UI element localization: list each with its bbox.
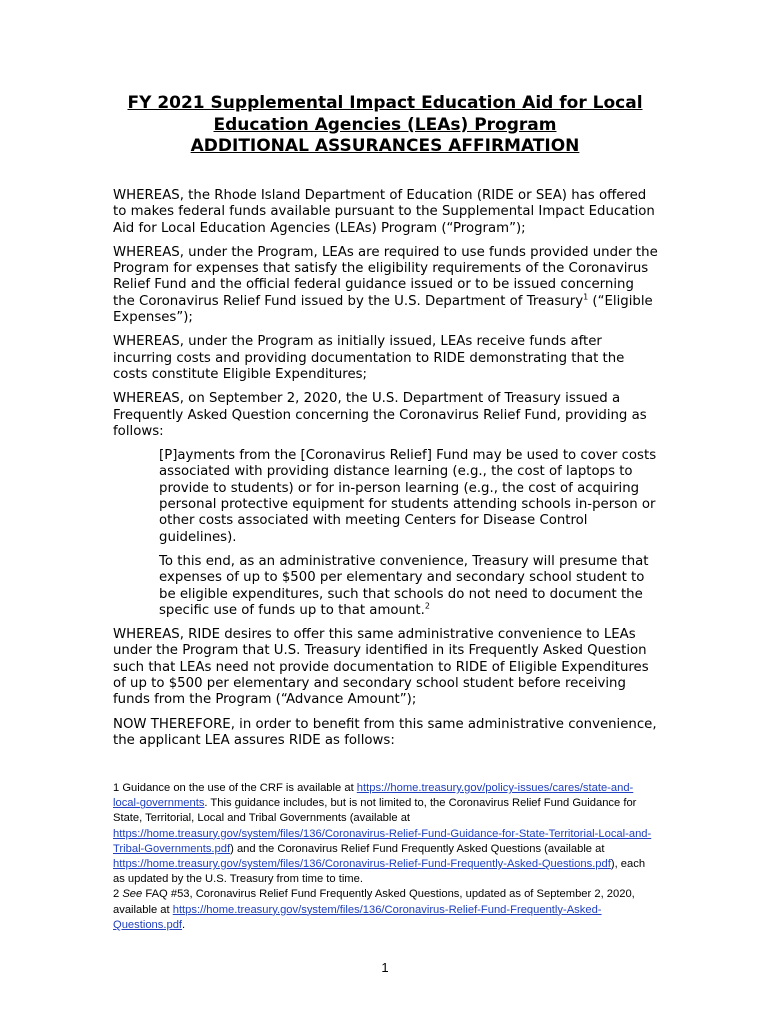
footnote-1	[113, 781, 658, 887]
block-quote-1: [P]ayments from the [Coronavirus Relief] Fund may be used to cover costs associated with providing distance learning (e.g., the cost of laptops to provide to students) or for in-person learning (e.g., the cost of acquiring personal protective equipment for students attending schools in-person or other costs associated with meeting Centers for Disease Control guidelines).	[159, 448, 657, 545]
block-quote-2-text: To this end, as an administrative convenience, Treasury will presume that expenses of up to $500 per elementary and secondary school student to be eligible expenditures, such that schools do not need to document the specific use of funds up to that amount.	[159, 553, 649, 618]
title-line-3: ADDITIONAL ASSURANCES AFFIRMATION	[190, 136, 580, 156]
footnote-1-link-faq-pdf[interactable]: https://home.treasury.gov/system/files/136/Coronavirus-Relief-Fund-Frequently-Asked-Questions.pdf	[113, 858, 611, 871]
whereas-paragraph-4: WHEREAS, on September 2, 2020, the U.S. Department of Treasury issued a Frequently Asked Question concerning the Coronavirus Relief Fund, providing as follows:	[113, 391, 647, 439]
whereas-paragraph-3: WHEREAS, under the Program as initially issued, LEAs receive funds after incurring costs and providing documentation to RIDE demonstrating that the costs constitute Eligible Expenditures;	[113, 334, 625, 382]
footnote-ref-1[interactable]: 1	[583, 292, 589, 302]
footnote-2-see: See	[122, 888, 143, 901]
title-line-1: FY 2021 Supplemental Impact Education Aid for Local	[127, 93, 643, 113]
footnote-1-text-b: . This guidance includes, but is not limited to, the Coronavirus Relief Fund Guidance for State, Territorial, Local and Tribal Governments (available at	[113, 797, 637, 825]
now-therefore-paragraph: NOW THEREFORE, in order to benefit from this same administrative convenience, the applicant LEA assures RIDE as follows:	[113, 716, 657, 748]
document-body	[113, 188, 658, 757]
footnote-1-text-a: 1 Guidance on the use of the CRF is available at	[113, 782, 357, 794]
whereas-paragraph-1: WHEREAS, the Rhode Island Department of Education (RIDE or SEA) has offered to makes federal funds available pursuant to the Supplemental Impact Education Aid for Local Education Agencies (LEAs) Program (“Program”);	[113, 188, 655, 236]
footnote-2	[113, 887, 658, 933]
footnote-2-link-faq-pdf[interactable]: https://home.treasury.gov/system/files/136/Coronavirus-Relief-Fund-Frequently-Asked-Questions.pdf	[113, 903, 602, 931]
footnote-2-text-b: .	[182, 918, 186, 931]
document-title	[100, 93, 670, 158]
title-line-2: Education Agencies (LEAs) Program	[213, 114, 557, 135]
whereas-paragraph-5: WHEREAS, RIDE desires to offer this same administrative convenience to LEAs under the Program that U.S. Treasury identified in its Frequently Asked Question such that LEAs need not provide documentation to RIDE of Eligible Expenditures of up to $500 per elementary and secondary school student before receiving funds from the Program (“Advance Amount”);	[113, 627, 649, 708]
whereas-paragraph-2-text: WHEREAS, under the Program, LEAs are required to use funds provided under the Program for expenses that satisfy the eligibility requirements of the Coronavirus Relief Fund and the official federal guidance issued or to be issued concerning the Coronavirus Relief Fund issued by the U.S. Department of Treasury	[113, 244, 658, 309]
footnotes	[113, 781, 658, 933]
block-quote-2	[159, 554, 658, 619]
footnote-1-link-guidance[interactable]: https://home.treasury.gov/policy-issues/cares/state-and-local-governments	[113, 782, 634, 810]
footnote-ref-2[interactable]: 2	[424, 601, 430, 611]
footnote-2-number: 2	[113, 888, 123, 901]
footnote-1-text-d: ), each as updated by the U.S. Treasury from time to time.	[113, 858, 646, 886]
footnote-1-link-guidance-pdf[interactable]: https://home.treasury.gov/system/files/136/Coronavirus-Relief-Fund-Guidance-for-State-Territorial-Local-and-Tribal-Governments.pdf	[113, 827, 652, 855]
page-number: 1	[381, 960, 389, 975]
whereas-paragraph-2	[113, 245, 658, 326]
footnote-1-text-c: ) and the Coronavirus Relief Fund Frequently Asked Questions (available at	[230, 842, 605, 855]
whereas-paragraph-2-tail: (“Eligible Expenses”);	[113, 293, 653, 326]
footnote-2-text-a: FAQ #53, Coronavirus Relief Fund Frequently Asked Questions, updated as of September 2, 2020, available at	[113, 888, 635, 916]
